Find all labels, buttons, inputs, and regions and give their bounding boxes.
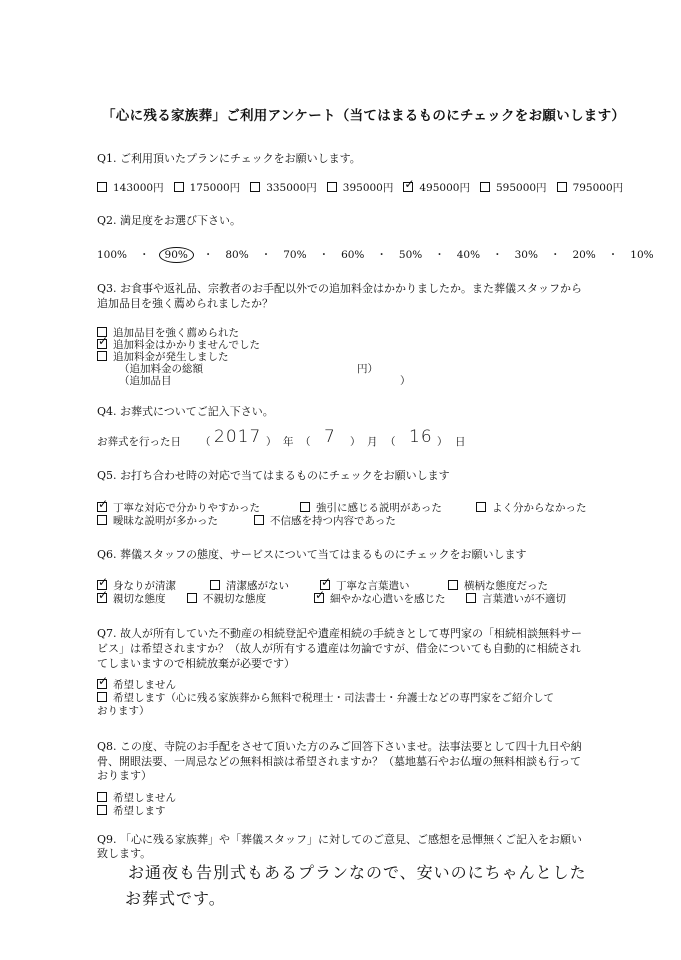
q5-option-4[interactable] bbox=[97, 513, 218, 528]
q7-question-line3: てしまいますので相続放棄が必要です） bbox=[97, 657, 295, 670]
option-label: 追加品目を強く薦められた bbox=[113, 327, 239, 339]
checkbox[interactable] bbox=[314, 593, 324, 603]
option-label: 曖昧な説明が多かった bbox=[113, 515, 218, 527]
q8-question-line3: おります） bbox=[97, 769, 152, 782]
option-label: 希望しません bbox=[113, 792, 176, 804]
option-label: 細やかな心遣いを感じた bbox=[330, 593, 446, 605]
q6-question: Q6. 葬儀スタッフの態度、サービスについて当てはまるものにチェックをお願いします bbox=[97, 548, 527, 561]
checkbox[interactable] bbox=[97, 182, 107, 192]
q4-year-value[interactable]: 2017 bbox=[214, 427, 262, 447]
q4-month-value[interactable]: 7 bbox=[324, 427, 336, 447]
q4-year-open: （ bbox=[200, 436, 211, 448]
satisfaction-option[interactable]: 80% bbox=[225, 248, 249, 261]
option-label: 清潔感がない bbox=[226, 580, 289, 592]
checkbox[interactable] bbox=[448, 580, 458, 590]
checkbox[interactable] bbox=[97, 679, 107, 689]
satisfaction-option[interactable]: 90% bbox=[159, 247, 194, 263]
q9-question-line1: Q9. 「心に残る家族葬」や「葬儀スタッフ」に対してのご意見、ご感想を忌憚無くご記入をお願い bbox=[97, 833, 583, 846]
q4-day-unit: 日 bbox=[455, 436, 466, 448]
satisfaction-option[interactable]: 100% bbox=[97, 248, 128, 261]
q1-option[interactable] bbox=[403, 180, 470, 195]
q4-month-unit: 月 bbox=[367, 436, 378, 448]
q1-option[interactable] bbox=[480, 180, 547, 195]
option-label: 175000円 bbox=[189, 182, 241, 194]
scale-separator: ・ bbox=[202, 249, 214, 261]
option-label: 395000円 bbox=[342, 182, 394, 194]
q7-question-line1: Q7. 故人が所有していた不動産の相続登記や遺産相続の手続きとして専門家の「相続相談無料サー bbox=[97, 627, 583, 640]
checkbox[interactable] bbox=[97, 792, 107, 802]
option-label: 丁寧な対応で分かりやすかった bbox=[113, 502, 260, 514]
option-label: 言葉遣いが不適切 bbox=[482, 593, 566, 605]
option-label: 495000円 bbox=[419, 182, 470, 194]
q2-scale bbox=[97, 247, 654, 262]
q8-question-line1: Q8. この度、寺院のお手配をさせて頂いた方のみご回答下さいませ。法事法要として四十九日や納 bbox=[97, 740, 582, 753]
checkbox[interactable] bbox=[480, 182, 490, 192]
scale-separator: ・ bbox=[607, 249, 619, 261]
q4-date-label: お葬式を行った日 bbox=[97, 436, 181, 448]
q8-option-2[interactable] bbox=[97, 803, 166, 818]
scale-separator: ・ bbox=[139, 249, 150, 261]
q3-additional-amount-end: 円） bbox=[357, 363, 378, 375]
option-label: 身なりが清潔 bbox=[113, 580, 176, 592]
checkbox[interactable] bbox=[557, 182, 567, 192]
option-label: 丁寧な言葉遣い bbox=[336, 580, 410, 592]
q6-option-7[interactable] bbox=[314, 591, 446, 606]
checkbox[interactable] bbox=[476, 502, 486, 512]
option-label: 横柄な態度だった bbox=[464, 580, 548, 592]
q3-additional-items-label: （追加品目 bbox=[119, 375, 172, 387]
checkbox[interactable] bbox=[174, 182, 184, 192]
scale-separator: ・ bbox=[434, 249, 445, 261]
q6-option-8[interactable] bbox=[466, 591, 566, 606]
satisfaction-option[interactable]: 50% bbox=[398, 248, 423, 261]
q2-question: Q2. 満足度をお選び下さい。 bbox=[97, 214, 242, 227]
scale-separator: ・ bbox=[492, 249, 503, 261]
scale-separator: ・ bbox=[318, 249, 330, 261]
checkbox[interactable] bbox=[210, 580, 220, 590]
q4-question: Q4. お葬式についてご記入下さい。 bbox=[97, 405, 274, 418]
q1-option[interactable] bbox=[557, 180, 624, 195]
checkbox[interactable] bbox=[97, 692, 107, 702]
option-label: 不信感を持つ内容であった bbox=[270, 515, 396, 527]
option-label: 強引に感じる説明があった bbox=[316, 502, 442, 514]
q5-question: Q5. お打ち合わせ時の対応で当てはまるものにチェックをお願いします bbox=[97, 469, 450, 482]
option-label: よく分からなかった bbox=[492, 502, 587, 514]
survey-title: 「心に残る家族葬」ご利用アンケート（当てはまるものにチェックをお願いします） bbox=[102, 108, 626, 124]
option-label: 希望します（心に残る家族葬から無料で税理士・司法書士・弁護士などの専門家をご紹介して bbox=[113, 692, 554, 704]
q3-additional-items-end: ） bbox=[400, 375, 411, 387]
q4-year-close: ） bbox=[266, 436, 277, 448]
checkbox[interactable] bbox=[250, 182, 260, 192]
checkbox[interactable] bbox=[97, 515, 107, 525]
q1-question: Q1. ご利用頂いたプランにチェックをお願いします。 bbox=[97, 152, 361, 165]
satisfaction-option[interactable]: 60% bbox=[341, 248, 365, 261]
q1-options bbox=[97, 180, 633, 195]
checkbox[interactable] bbox=[327, 182, 337, 192]
q1-option[interactable] bbox=[174, 180, 241, 195]
satisfaction-option[interactable]: 70% bbox=[283, 248, 307, 261]
checkbox[interactable] bbox=[187, 593, 197, 603]
option-label: 追加料金が発生しました bbox=[113, 351, 229, 363]
checkbox[interactable] bbox=[97, 351, 107, 361]
satisfaction-option[interactable]: 40% bbox=[456, 248, 481, 261]
q4-day-open: （ bbox=[385, 436, 396, 448]
scale-separator: ・ bbox=[260, 249, 272, 261]
q4-day-close: ） bbox=[437, 436, 448, 448]
q1-option[interactable] bbox=[97, 180, 164, 195]
q1-option[interactable] bbox=[327, 180, 394, 195]
q5-option-3[interactable] bbox=[476, 500, 587, 515]
option-label: 795000円 bbox=[572, 182, 624, 194]
option-label: 希望しません bbox=[113, 679, 176, 691]
q7-option-2-cont: おります） bbox=[97, 705, 150, 717]
checkbox[interactable] bbox=[97, 805, 107, 815]
option-label: 希望します bbox=[113, 805, 166, 817]
option-label: 335000円 bbox=[266, 182, 317, 194]
checkbox[interactable] bbox=[466, 593, 476, 603]
checkbox[interactable] bbox=[97, 502, 107, 512]
checkbox[interactable] bbox=[254, 515, 264, 525]
q4-year-unit: 年 bbox=[283, 436, 294, 448]
satisfaction-option[interactable]: 30% bbox=[514, 248, 538, 261]
option-label: 595000円 bbox=[495, 182, 547, 194]
q7-option-2[interactable] bbox=[97, 690, 554, 705]
q7-question-line2: ビス」は希望されますか？（故人が所有する遺産は勿論ですが、借金についても自動的に相続され bbox=[97, 642, 581, 655]
q6-option-5[interactable] bbox=[97, 591, 166, 606]
q4-month-open: （ bbox=[300, 436, 311, 448]
option-label: 不親切な態度 bbox=[203, 593, 266, 605]
scale-separator: ・ bbox=[549, 249, 561, 261]
option-label: 追加料金はかかりませんでした bbox=[113, 339, 260, 351]
satisfaction-option[interactable]: 20% bbox=[572, 248, 596, 261]
q4-month-close: ） bbox=[350, 436, 361, 448]
checkbox[interactable] bbox=[97, 339, 107, 349]
q9-handwritten-answer-line1[interactable]: お通夜も告別式もあるプランなので、安いのにちゃんとした bbox=[128, 863, 587, 882]
option-label: 親切な態度 bbox=[113, 593, 166, 605]
q3-additional-amount-label: （追加料金の総額 bbox=[119, 363, 203, 375]
q5-option-5[interactable] bbox=[254, 513, 396, 528]
checkbox[interactable] bbox=[403, 182, 413, 192]
scale-separator: ・ bbox=[376, 249, 387, 261]
q1-option[interactable] bbox=[250, 180, 317, 195]
q9-question-line2: 致します。 bbox=[97, 847, 152, 860]
q4-day-value[interactable]: 16 bbox=[409, 427, 433, 447]
checkbox[interactable] bbox=[300, 502, 310, 512]
satisfaction-option[interactable]: 10% bbox=[630, 248, 654, 261]
q8-question-line2: 骨、開眼法要、一周忌などの無料相談は希望されますか？（墓地墓石やお仏壇の無料相談も行って bbox=[97, 755, 581, 768]
option-label: 143000円 bbox=[113, 182, 164, 194]
q3-question-line1: Q3. お食事や返礼品、宗教者のお手配以外での追加料金はかかりましたか。また葬儀スタッフから bbox=[97, 282, 583, 295]
q3-question-line2: 追加品目を強く薦められましたか？ bbox=[97, 297, 273, 310]
q9-handwritten-answer-line2[interactable]: お葬式です。 bbox=[125, 889, 226, 908]
q6-option-6[interactable] bbox=[187, 591, 266, 606]
checkbox[interactable] bbox=[97, 593, 107, 603]
